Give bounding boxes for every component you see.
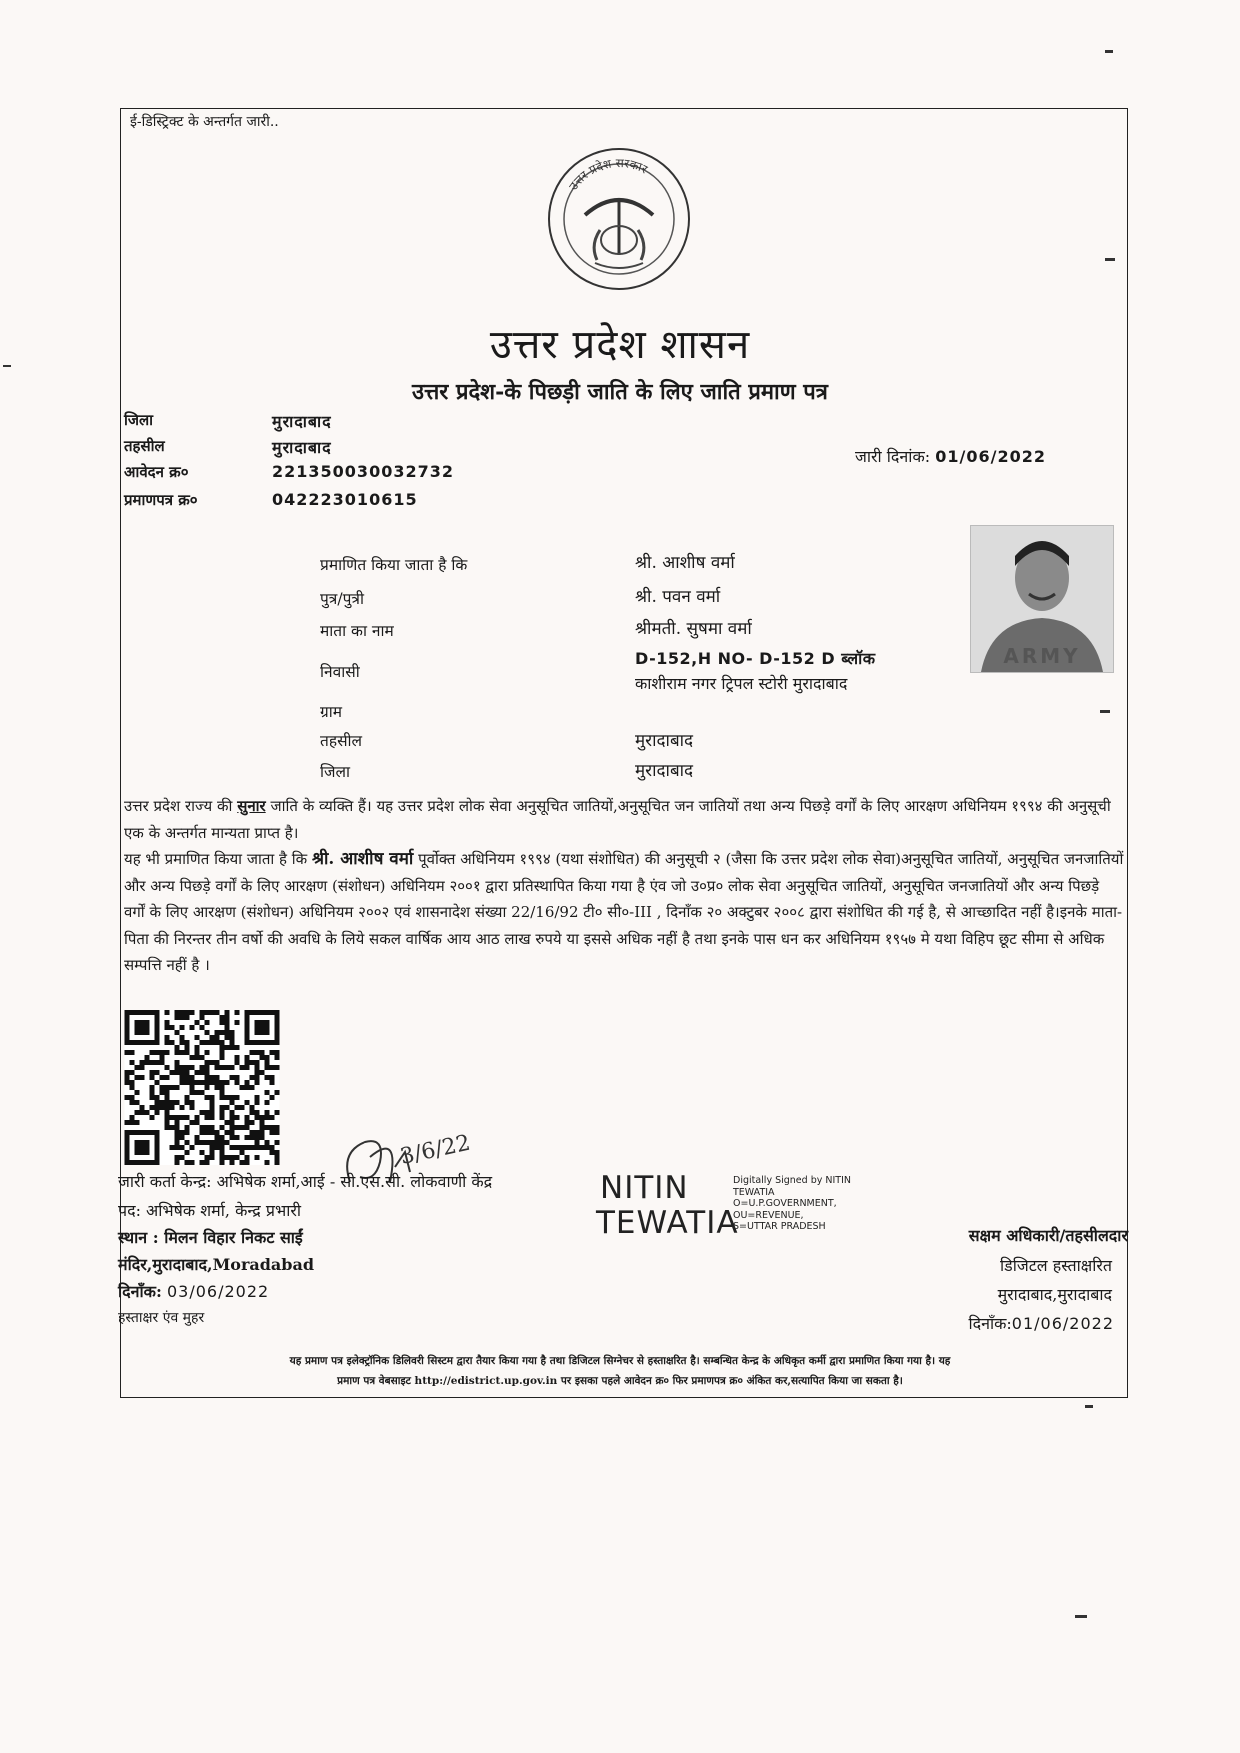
application-number-label: आवेदन क्र०	[124, 463, 189, 481]
ds-info-line: TEWATIA	[733, 1186, 775, 1198]
resident-address-line2: काशीराम नगर ट्रिपल स्टोरी मुरादाबाद	[635, 674, 848, 693]
scan-speck	[1085, 1405, 1093, 1408]
ds-info-line: S=UTTAR PRADESH	[733, 1221, 826, 1232]
caste-paragraph	[124, 793, 1124, 846]
issuing-center: जारी कर्ता केन्द्र: अभिषेक शर्मा,आई - सी.एस.सी. लोकवाणी केंद्र	[118, 1172, 493, 1191]
details-tehsil-label: तहसील	[320, 732, 363, 750]
footer-note-line2: प्रमाण पत्र वेबसाइट http://edistrict.up.gov.in पर इसका पहले आवेदन क्र० फिर प्रमाणपत्र क्र० अंकित कर,सत्यापित किया जा सकता है।	[337, 1375, 903, 1387]
certificate-number-label: प्रमाणपत्र क्र०	[124, 491, 198, 509]
certification-paragraph	[124, 846, 1124, 979]
competent-authority: सक्षम अधिकारी/तहसीलदार	[968, 1226, 1128, 1245]
caste-text-2: जाति के व्यक्ति हैं। यह उत्तर प्रदेश लोक सेवा अनुसूचित जातियों,अनुसूचित जन जातियों तथा अन्य पिछड़े वर्गों के लिए आरक्षण अधिनियम १९९४ की अनुसूची एक के अन्तर्गत मान्यता प्राप्त है।	[124, 797, 1111, 842]
ds-info-line: Digitally Signed by NITIN	[733, 1175, 851, 1186]
ds-info-line: O=U.P.GOVERNMENT,	[733, 1198, 837, 1209]
tehsil-label: तहसील	[124, 437, 165, 455]
emblem-text: उत्तर प्रदेश सरकार	[566, 155, 650, 193]
authority-place: मुरादाबाद,मुरादाबाद	[997, 1285, 1112, 1304]
district-label: जिला	[124, 411, 154, 429]
cert-text-2: पूर्वोक्त अधिनियम १९९४ (यथा संशोधित) की अनुसूची २ (जैसा कि उत्तर प्रदेश लोक सेवा)अनुसूचित जातियों, अनुसूचित जनजातियों और अन्य पिछड़े वर्गों के लिए आरक्षण (संशोधन) अधिनियम २००१ द्वारा प्रतिस्थापित किया गया है एंव जो उ०प्र० लोक सेवा अनुसूचित जातियों, अनुसूचित जनजातियों और अन्य पिछड़े वर्गों के लिए आरक्षण (संशोधन) अधिनियम २००२ एवं शासनादेश संख्या 22/16/92 टी० सी०-III , दिनाँक २० अक्टुबर २००८ द्वारा संशोधित की गई है, से आच्छादित नहीं है।इनके माता-पिता की निरन्तर तीन वर्षो की अवधि के लिये सकल वार्षिक आय आठ लाख रुपये या इससे अधिक नहीं है तथा इनके पास धन कर अधिनियम १९५७ मे यथा विहिप छूट सीमा से अधिक सम्पत्ति नहीं है ।	[124, 850, 1124, 974]
certificate-title: उत्तर प्रदेश-के पिछड़ी जाति के लिए जाति प्रमाण पत्र	[412, 379, 828, 405]
cert-text-1: यह भी प्रमाणित किया जाता है कि	[124, 850, 312, 868]
tehsil-value: मुरादाबाद	[272, 438, 332, 457]
verification-qr-code	[124, 1010, 280, 1165]
caste-name: सुनार	[237, 797, 266, 815]
certificate-body	[124, 793, 1124, 979]
issuer-place-line2: मंदिर,मुरादाबाद,Moradabad	[118, 1255, 315, 1274]
footer-note-line1: यह प्रमाण पत्र इलेक्ट्रॉनिक डिलिवरी सिस्टम द्वारा तैयार किया गया है तथा डिजिटल सिग्नेचर से हस्ताक्षरित है। सम्बन्धित केन्द्र के अधिकृत कर्मी द्वारा प्रमाणित किया गया है। यह	[289, 1355, 951, 1367]
digitally-signed-label: डिजिटल हस्ताक्षरित	[1000, 1256, 1112, 1275]
scan-speck	[1105, 50, 1113, 53]
certify-label: प्रमाणित किया जाता है कि	[320, 556, 468, 574]
digital-signer-first-name: NITIN	[600, 1170, 689, 1206]
applicant-name: श्री. आशीष वर्मा	[635, 553, 735, 573]
issue-date-label: जारी दिनांक:	[855, 447, 931, 466]
issuer-post: पद: अभिषेक शर्मा, केन्द्र प्रभारी	[118, 1201, 302, 1220]
issuer-date-label: दिनाँक:	[118, 1282, 162, 1301]
photo-overlay-text: ARMY	[1003, 644, 1081, 668]
scan-speck	[3, 365, 11, 367]
resident-label: निवासी	[320, 663, 360, 681]
digital-signer-last-name: TEWATIA	[596, 1205, 739, 1241]
scan-speck	[1075, 1615, 1087, 1618]
authority-date	[968, 1312, 1114, 1334]
applicant-photo	[970, 525, 1114, 673]
certificate-number-value: 042223010615	[272, 490, 418, 509]
details-district-value: मुरादाबाद	[635, 761, 694, 781]
mother-name: श्रीमती. सुषमा वर्मा	[635, 619, 752, 639]
signature-date: 3/6/22	[398, 1130, 473, 1170]
father-name: श्री. पवन वर्मा	[635, 587, 721, 607]
caste-text-1: उत्तर प्रदेश राज्य की	[124, 797, 238, 815]
issuer-place-line1: स्थान : मिलन विहार निकट साईं	[118, 1228, 303, 1247]
details-tehsil-value: मुरादाबाद	[635, 731, 694, 751]
up-government-emblem	[545, 145, 693, 293]
scan-speck	[1105, 258, 1115, 261]
ds-info-line: OU=REVENUE,	[733, 1209, 804, 1221]
resident-address-line1: D-152,H NO- D-152 D ब्लॉक	[635, 649, 876, 668]
child-of-label: पुत्र/पुत्री	[320, 590, 364, 608]
digital-signature-info	[733, 1175, 851, 1233]
district-value: मुरादाबाद	[272, 412, 332, 431]
mother-label: माता का नाम	[320, 622, 394, 640]
scan-speck	[1100, 710, 1110, 713]
government-title: उत्तर प्रदेश शासन	[489, 322, 751, 368]
issue-date	[855, 445, 1046, 467]
issuer-date	[118, 1280, 269, 1302]
authority-date-value: 01/06/2022	[1011, 1314, 1114, 1333]
edistrict-note: ई-डिस्ट्रिक्ट के अन्तर्गत जारी..	[130, 114, 279, 130]
issuer-date-value: 03/06/2022	[166, 1282, 270, 1301]
issue-date-value: 01/06/2022	[935, 447, 1046, 466]
authority-date-label: दिनाँक:	[968, 1314, 1012, 1333]
application-number-value: 221350030032732	[272, 462, 454, 481]
village-label: ग्राम	[320, 703, 343, 721]
details-district-label: जिला	[320, 763, 351, 781]
sign-and-seal-label: हस्ताक्षर एंव मुहर	[118, 1310, 205, 1326]
cert-applicant-name: श्री. आशीष वर्मा	[311, 849, 414, 869]
